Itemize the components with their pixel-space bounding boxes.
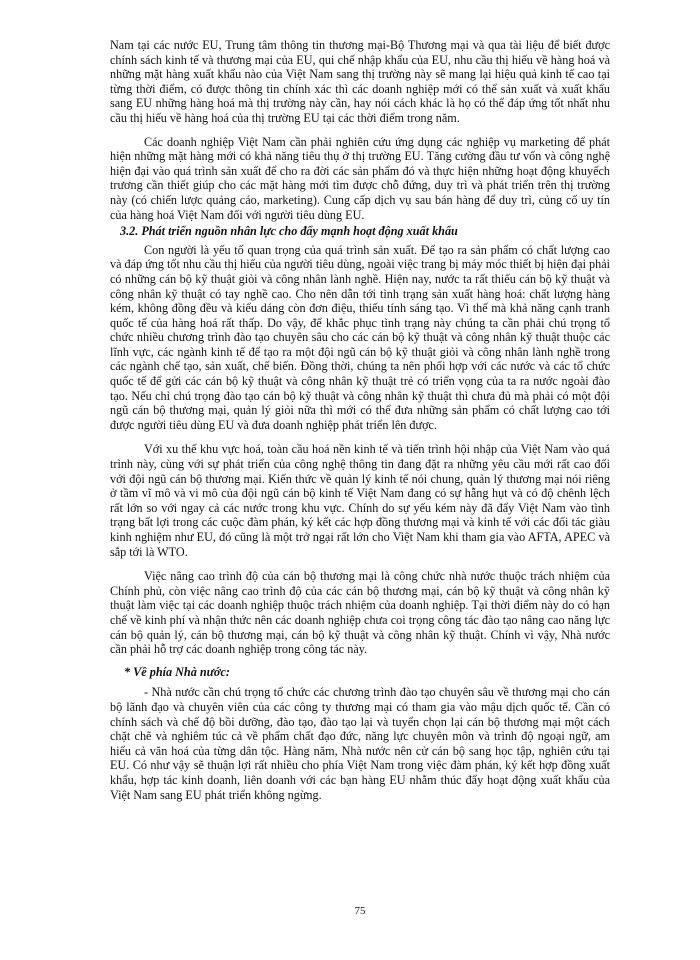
section-heading: 3.2. Phát triển nguồn nhân lực cho đẩy mạnh hoạt động xuất khẩu	[120, 224, 458, 239]
document-page	[110, 38, 610, 802]
paragraph-human-resources: Con người là yếu tố quan trọng của quá trình sản xuất. Để tạo ra sản phẩm có chất lượng cao và đáp ứng tốt nhu cầu thị hiếu của người tiêu dùng, ngoài việc trang bị máy móc thiết bị hiện đại phải có những cán bộ kỹ thuật giỏi và công nhân lành nghề. Hiện nay, nước ta rất thiếu cán bộ kỹ thuật và công nhân kỹ thuật có tay nghề cao. Cho nên dẫn tới tình trạng sản xuất hàng hoá: chất lượng hàng kém, không đồng đều và kiểu dáng còn đơn điệu, thiếu tính sáng tạo. Vì thế mà khả năng cạnh tranh quốc tế của hàng hoá rất thấp. Do vậy, để khắc phục tình trạng này chúng ta cần phải chú trọng tổ chức nhiều chương trình đào tạo chuyên sâu cho các cán bộ kỹ thuật và công nhân kỹ thuật thuộc các lĩnh vực, các ngành kinh tế để tạo ra một đội ngũ cán bộ kỹ thuật giỏi và công nhân lành nghề trong các ngành chế tạo, sản xuất, chế biến. Đồng thời, chúng ta nên phối hợp với các nước và các tổ chức quốc tế để gửi các cán bộ kỹ thuật và công nhân kỹ thuật trẻ có triển vọng của ta ra nước ngoài đào tạo. Nếu chỉ chú trọng đào tạo cán bộ kỹ thuật và công nhân kỹ thuật thì chưa đủ mà phải có một đội ngũ cán bộ thương mại, quản lý giỏi nữa thì mới có thể đưa những sản phẩm có chất lượng cao tới được người tiêu dùng EU và đưa doanh nghiệp phát triển lên được.	[110, 242, 610, 432]
subheading-state: * Về phía Nhà nước:	[124, 664, 230, 679]
paragraph-globalization: Với xu thế khu vực hoá, toàn cầu hoá nền kinh tế và tiến trình hội nhập của Việt Nam vào quá trình này, cùng với sự phát triển của công nghệ thông tin đang đặt ra những yêu cầu mới rất cao đối với đội ngũ cán bộ thương mại. Kiến thức về quản lý kinh tế nói chung, quản lý thương mại nói riêng ở tầm vĩ mô và vi mô của đội ngũ cán bộ kinh tế Việt Nam đang có sự hẫng hụt và có độ chênh lệch rất lớn so với ngay cả các nước trong khu vực. Chính do sự yếu kém này đã đẩy Việt Nam vào tình trạng bất lợi trong các cuộc đàm phán, ký kết các hợp đồng thương mại và kinh tế với các đối tác giàu kinh nghiệm như EU, đó cũng là một trở ngại rất lớn cho Việt Nam khi tham gia vào AFTA, APEC và sắp tới là WTO.	[110, 442, 610, 559]
paragraph-training-responsibility: Việc nâng cao trình độ của cán bộ thương mại là công chức nhà nước thuộc trách nhiệm của Chính phủ, còn việc nâng cao trình độ của các cán bộ thương mại, cán bộ kỹ thuật và công nhân kỹ thuật làm việc tại các doanh nghiệp thuộc trách nhiệm của doanh nghiệp. Tại thời điểm này do có hạn chế về kinh phí và nhận thức nên các doanh nghiệp chưa coi trọng công tác đào tạo nâng cao năng lực cán bộ quản lý, cán bộ thương mại, cán bộ kỹ thuật và công nhân kỹ thuật. Chính vì vậy, Nhà nước cần phải hỗ trợ các doanh nghiệp trong công tác này.	[110, 569, 610, 657]
page-number: 75	[354, 905, 366, 917]
paragraph-market-info: Nam tại các nước EU, Trung tâm thông tin thương mại-Bộ Thương mại và qua tài liệu để biết được chính sách kinh tế và thương mại của EU, qui chế nhập khẩu của EU, nhu cầu thị hiếu về hàng hoá và những mặt hàng xuất khẩu nào của Việt Nam sang thị trường này sẽ mang lại hiệu quả kinh tế cao tại từng thời điểm, có được thông tin chính xác thì các doanh nghiệp mới có thể sản xuất và xuất khẩu sang EU những hàng hoá mà thị trường này cần, hay nói cách khác là họ có thể đáp ứng tốt nhất nhu cầu thị hiếu về hàng hoá của thị trường EU tại các thời điểm trong năm.	[110, 38, 610, 125]
paragraph-marketing: Các doanh nghiệp Việt Nam cần phải nghiên cứu ứng dụng các nghiệp vụ marketing để phát hiện những mặt hàng mới có khả năng tiêu thụ ở thị trường EU. Tăng cường đầu tư vốn và công nghệ hiện đại vào quá trình sản xuất để cho ra đời các sản phẩm đó và thực hiện những hoạt động khuyếch trương cần thiết giúp cho các mặt hàng mới tìm được chỗ đứng, duy trì và phát triển trên thị trường này (có chiến lược quảng cáo, marketing). Cung cấp dịch vụ sau bán hàng để duy trì, củng cố uy tín của hàng hoá Việt Nam đối với người tiêu dùng EU.	[110, 134, 610, 222]
paragraph-state-training: - Nhà nước cần chú trọng tổ chức các chương trình đào tạo chuyên sâu về thương mại cho cán bộ lãnh đạo và chuyên viên của các công ty thương mại có tham gia vào mậu dịch quốc tế. Cần có chính sách và chế độ bồi dưỡng, đào tạo, đào tạo lại và tuyển chọn lại cán bộ thương mại một cách chặt chẽ và nghiêm túc cả về phẩm chất đạo đức, năng lực chuyên môn và trình độ ngoại ngữ, am hiểu cả văn hoá của từng dân tộc. Hàng năm, Nhà nước nên cử cán bộ sang học tập, nghiên cứu tại EU. Có như vậy sẽ thuận lợi rất nhiều cho phía Việt Nam trong việc đàm phán, ký kết hợp đồng xuất khẩu, hợp tác kinh doanh, liên doanh với các bạn hàng EU nhằm thúc đẩy hoạt động xuất khẩu của Việt Nam sang EU phát triển không ngừng.	[110, 685, 610, 802]
